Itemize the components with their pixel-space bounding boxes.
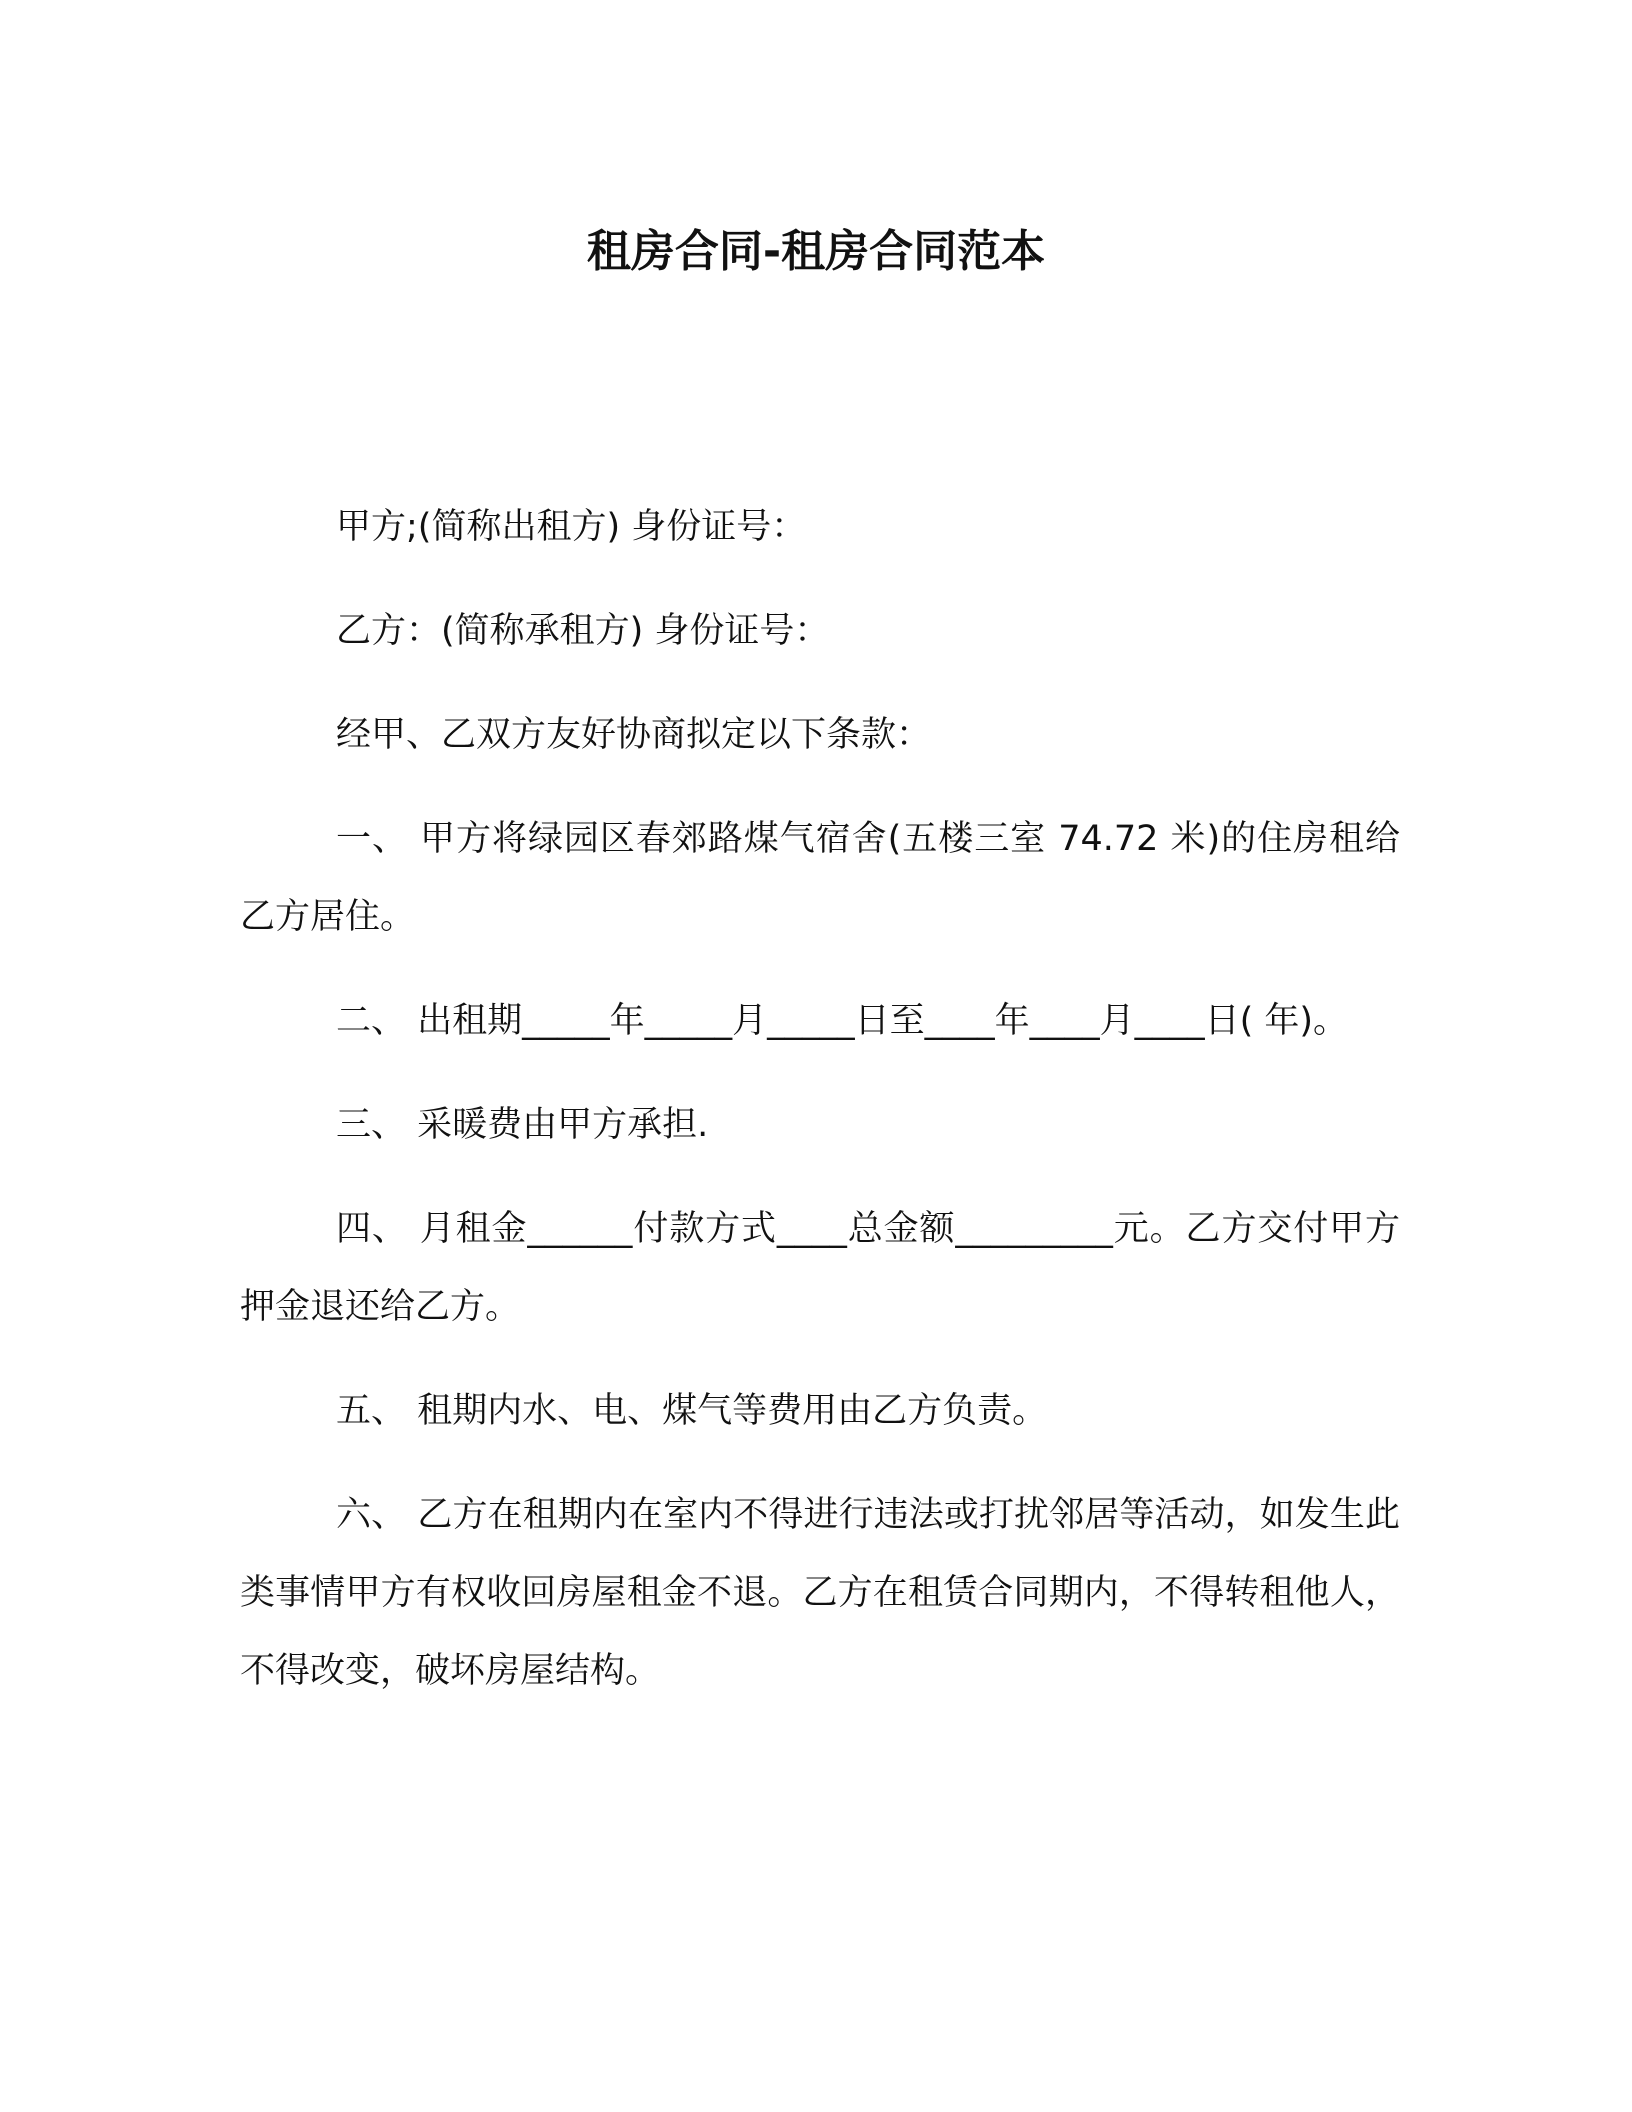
- clause-4: 四、 月租金______付款方式____总金额_________元。乙方交付甲方押金退还给乙方。: [240, 1209, 1400, 1327]
- clause-5: 五、 租期内水、电、煤气等费用由乙方负责。: [336, 1391, 1048, 1431]
- document-body: [240, 488, 1400, 1736]
- party-a-line: 甲方;(简称出租方) 身份证号：: [336, 507, 807, 547]
- clause-2: 二、 出租期_____年_____月_____日至____年____月____日( 年)。: [336, 1001, 1349, 1041]
- agreement-intro: 经甲、乙双方友好协商拟定以下条款：: [336, 715, 932, 755]
- clause-3: 三、 采暖费由甲方承担.: [336, 1105, 709, 1145]
- clause-6: 六、 乙方在租期内在室内不得进行违法或打扰邻居等活动，如发生此类事情甲方有权收回房屋租金不退。乙方在租赁合同期内，不得转租他人，不得改变，破坏房屋结构。: [240, 1495, 1400, 1691]
- document-title: 租房合同-租房合同范本: [586, 226, 1046, 277]
- clause-1: 一、 甲方将绿园区春郊路煤气宿舍(五楼三室 74.72 米)的住房租给乙方居住。: [240, 819, 1400, 937]
- party-b-line: 乙方：(简称承租方) 身份证号：: [336, 611, 830, 651]
